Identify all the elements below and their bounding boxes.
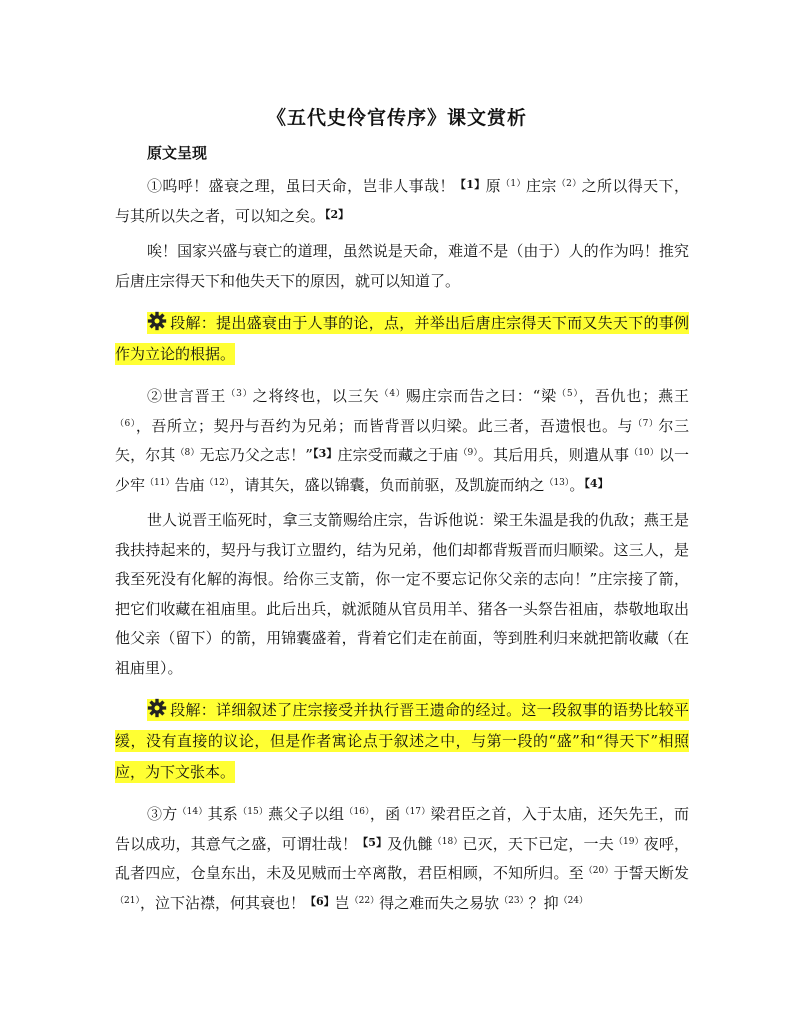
text-run: 梁君臣之首，入于太庙，还矢先王，而告以成功，其意气之盛，可谓壮哉！: [115, 805, 690, 853]
analysis-text: 段解：提出盛衰由于人事的论，点，并举出后唐庄宗得天下而又失天下的事例作为立论的根据。: [115, 314, 689, 363]
text-run: ，吾所立；契丹与吾约为兄弟；而皆背晋以归梁。此三者，吾遗恨也。与: [135, 416, 634, 435]
text-run: 。其后用兵，则遣从事: [477, 446, 630, 464]
footnote-ref: （8）: [175, 448, 200, 458]
highlighted-analysis: [115, 312, 689, 365]
footnote-ref: （18）: [432, 836, 463, 847]
text-run: ，函: [369, 805, 401, 823]
text-run: ②世言晋王: [147, 387, 227, 405]
footnote-ref: （19）: [613, 836, 644, 847]
text-run: ①呜呼！盛衰之理，虽曰天命，岂非人事哉！: [147, 177, 455, 195]
highlighted-analysis: [115, 699, 689, 783]
footnote-ref: （5）: [557, 389, 579, 399]
text-run: ？抑: [528, 893, 559, 912]
text-run: 岂: [334, 893, 350, 912]
translation-paragraph-2: 世人说晋王临死时，拿三支箭赐给庄宗，告诉他说：梁王朱温是我的仇敌；燕王是我扶持起来的，契丹与我订立盟约，结为兄弟，他们却都背叛晋而归顺梁。这三人，是我至死没有化解的海恨。给你三支箭，你一定不要忘记你父亲的志向！”庄宗接了箭，把它们收藏在祖庙里。此后出兵，就派随从官员用羊、猪各一头祭告祖庙，恭敬地取出他父亲（留下）的箭，用锦囊盛着，背着它们走在前面，等到胜利归来就把箭收藏（在祖庙里）。: [115, 511, 689, 677]
text-run: 于誓天断发: [613, 864, 689, 882]
note-marker: 【6】: [304, 894, 335, 908]
gear-icon: [147, 311, 167, 331]
note-marker: 【5】: [357, 835, 388, 849]
text-run: 庄宗: [525, 177, 557, 195]
text-run: ③方: [147, 805, 178, 823]
note-marker: 【1】: [454, 178, 486, 191]
footnote-ref: （16）: [344, 807, 370, 817]
text-run: 。: [569, 475, 585, 494]
footnote-ref: （6）: [115, 418, 136, 429]
text-run: 夜呼，乱者四应，仓皇东出，未及见贼而士卒离散，君臣相顾，不知所归。至: [115, 834, 689, 882]
gear-icon: [147, 698, 167, 718]
footnote-ref: （7）: [633, 418, 659, 429]
text-run: 之将终也，以三矢: [252, 387, 380, 405]
footnote-ref: （4）: [379, 389, 406, 399]
footnote-ref: （9）: [458, 448, 478, 458]
text-run: 已灭，天下已定，一夫: [462, 834, 614, 853]
analysis-text: 段解：详细叙述了庄宗接受并执行晋王遗命的经过。这一段叙事的语势比较平缓，没有直接的议论，但是作者寓论点于叙述之中，与第一段的“盛”和“得天下”相照应，为下文张本。: [115, 701, 689, 781]
text-run: 之所以得天下，与其所以失之者，可以知之矣。: [115, 177, 689, 225]
note-marker: 【3】: [312, 447, 338, 460]
document-body: [115, 140, 689, 918]
note-marker: 【4】: [584, 476, 609, 490]
text-run: ，请其矢，盛以锦囊，负而前驱，及凯旋而纳之: [229, 475, 545, 494]
footnote-ref: （24）: [558, 895, 589, 906]
footnote-ref: （15）: [238, 807, 269, 817]
footnote-ref: （2）: [556, 179, 582, 189]
analysis-paragraph-2: [115, 695, 689, 788]
text-run: 得之难而失之易欤: [379, 893, 500, 912]
text-run: 以一少牢: [115, 446, 689, 494]
footnote-ref: （17）: [400, 807, 431, 817]
text-run: 燕父子以组: [268, 805, 345, 823]
footnote-ref: （12）: [204, 477, 230, 488]
translation-paragraph-1: 唉！国家兴盛与衰亡的道理，虽然说是天命，难道不是（由于）人的作为吗！推究后唐庄宗得天下和他失天下的原因，就可以知道了。: [115, 242, 689, 290]
footnote-ref: （14）: [177, 807, 208, 817]
text-run: 及仇雠: [387, 834, 433, 853]
text-run: 其系: [207, 805, 239, 823]
footnote-ref: （20）: [583, 866, 614, 876]
text-run: 无忘乃父之志！”: [199, 446, 313, 464]
text-run: 赐庄宗而告之曰：“梁: [405, 387, 558, 405]
footnote-ref: （23）: [499, 895, 529, 906]
footnote-ref: （21）: [115, 895, 140, 906]
text-run: 原: [485, 177, 502, 195]
section-heading: 原文呈现: [147, 144, 208, 162]
page-title: 《五代史伶官传序》课文赏析: [266, 107, 527, 129]
footnote-ref: （1）: [501, 179, 526, 189]
text-run: ，吾仇也；燕王: [578, 387, 689, 405]
original-paragraph-2: [115, 382, 689, 500]
footnote-ref: （11）: [145, 477, 175, 488]
text-run: 尔三矢，尔其: [115, 416, 689, 464]
text-run: ，泣下沾襟，何其衰也！: [139, 893, 305, 912]
original-paragraph-1: [115, 172, 689, 231]
footnote-ref: （22）: [349, 895, 380, 906]
note-marker: 【2】: [325, 207, 350, 221]
text-run: 庄宗受而藏之于庙: [337, 446, 459, 464]
analysis-paragraph-1: [115, 308, 689, 370]
text-run: 告庙: [174, 475, 205, 494]
footnote-ref: （13）: [544, 477, 570, 488]
original-paragraph-3: [115, 800, 689, 918]
footnote-ref: （3）: [226, 389, 253, 399]
footnote-ref: （10）: [629, 448, 659, 458]
